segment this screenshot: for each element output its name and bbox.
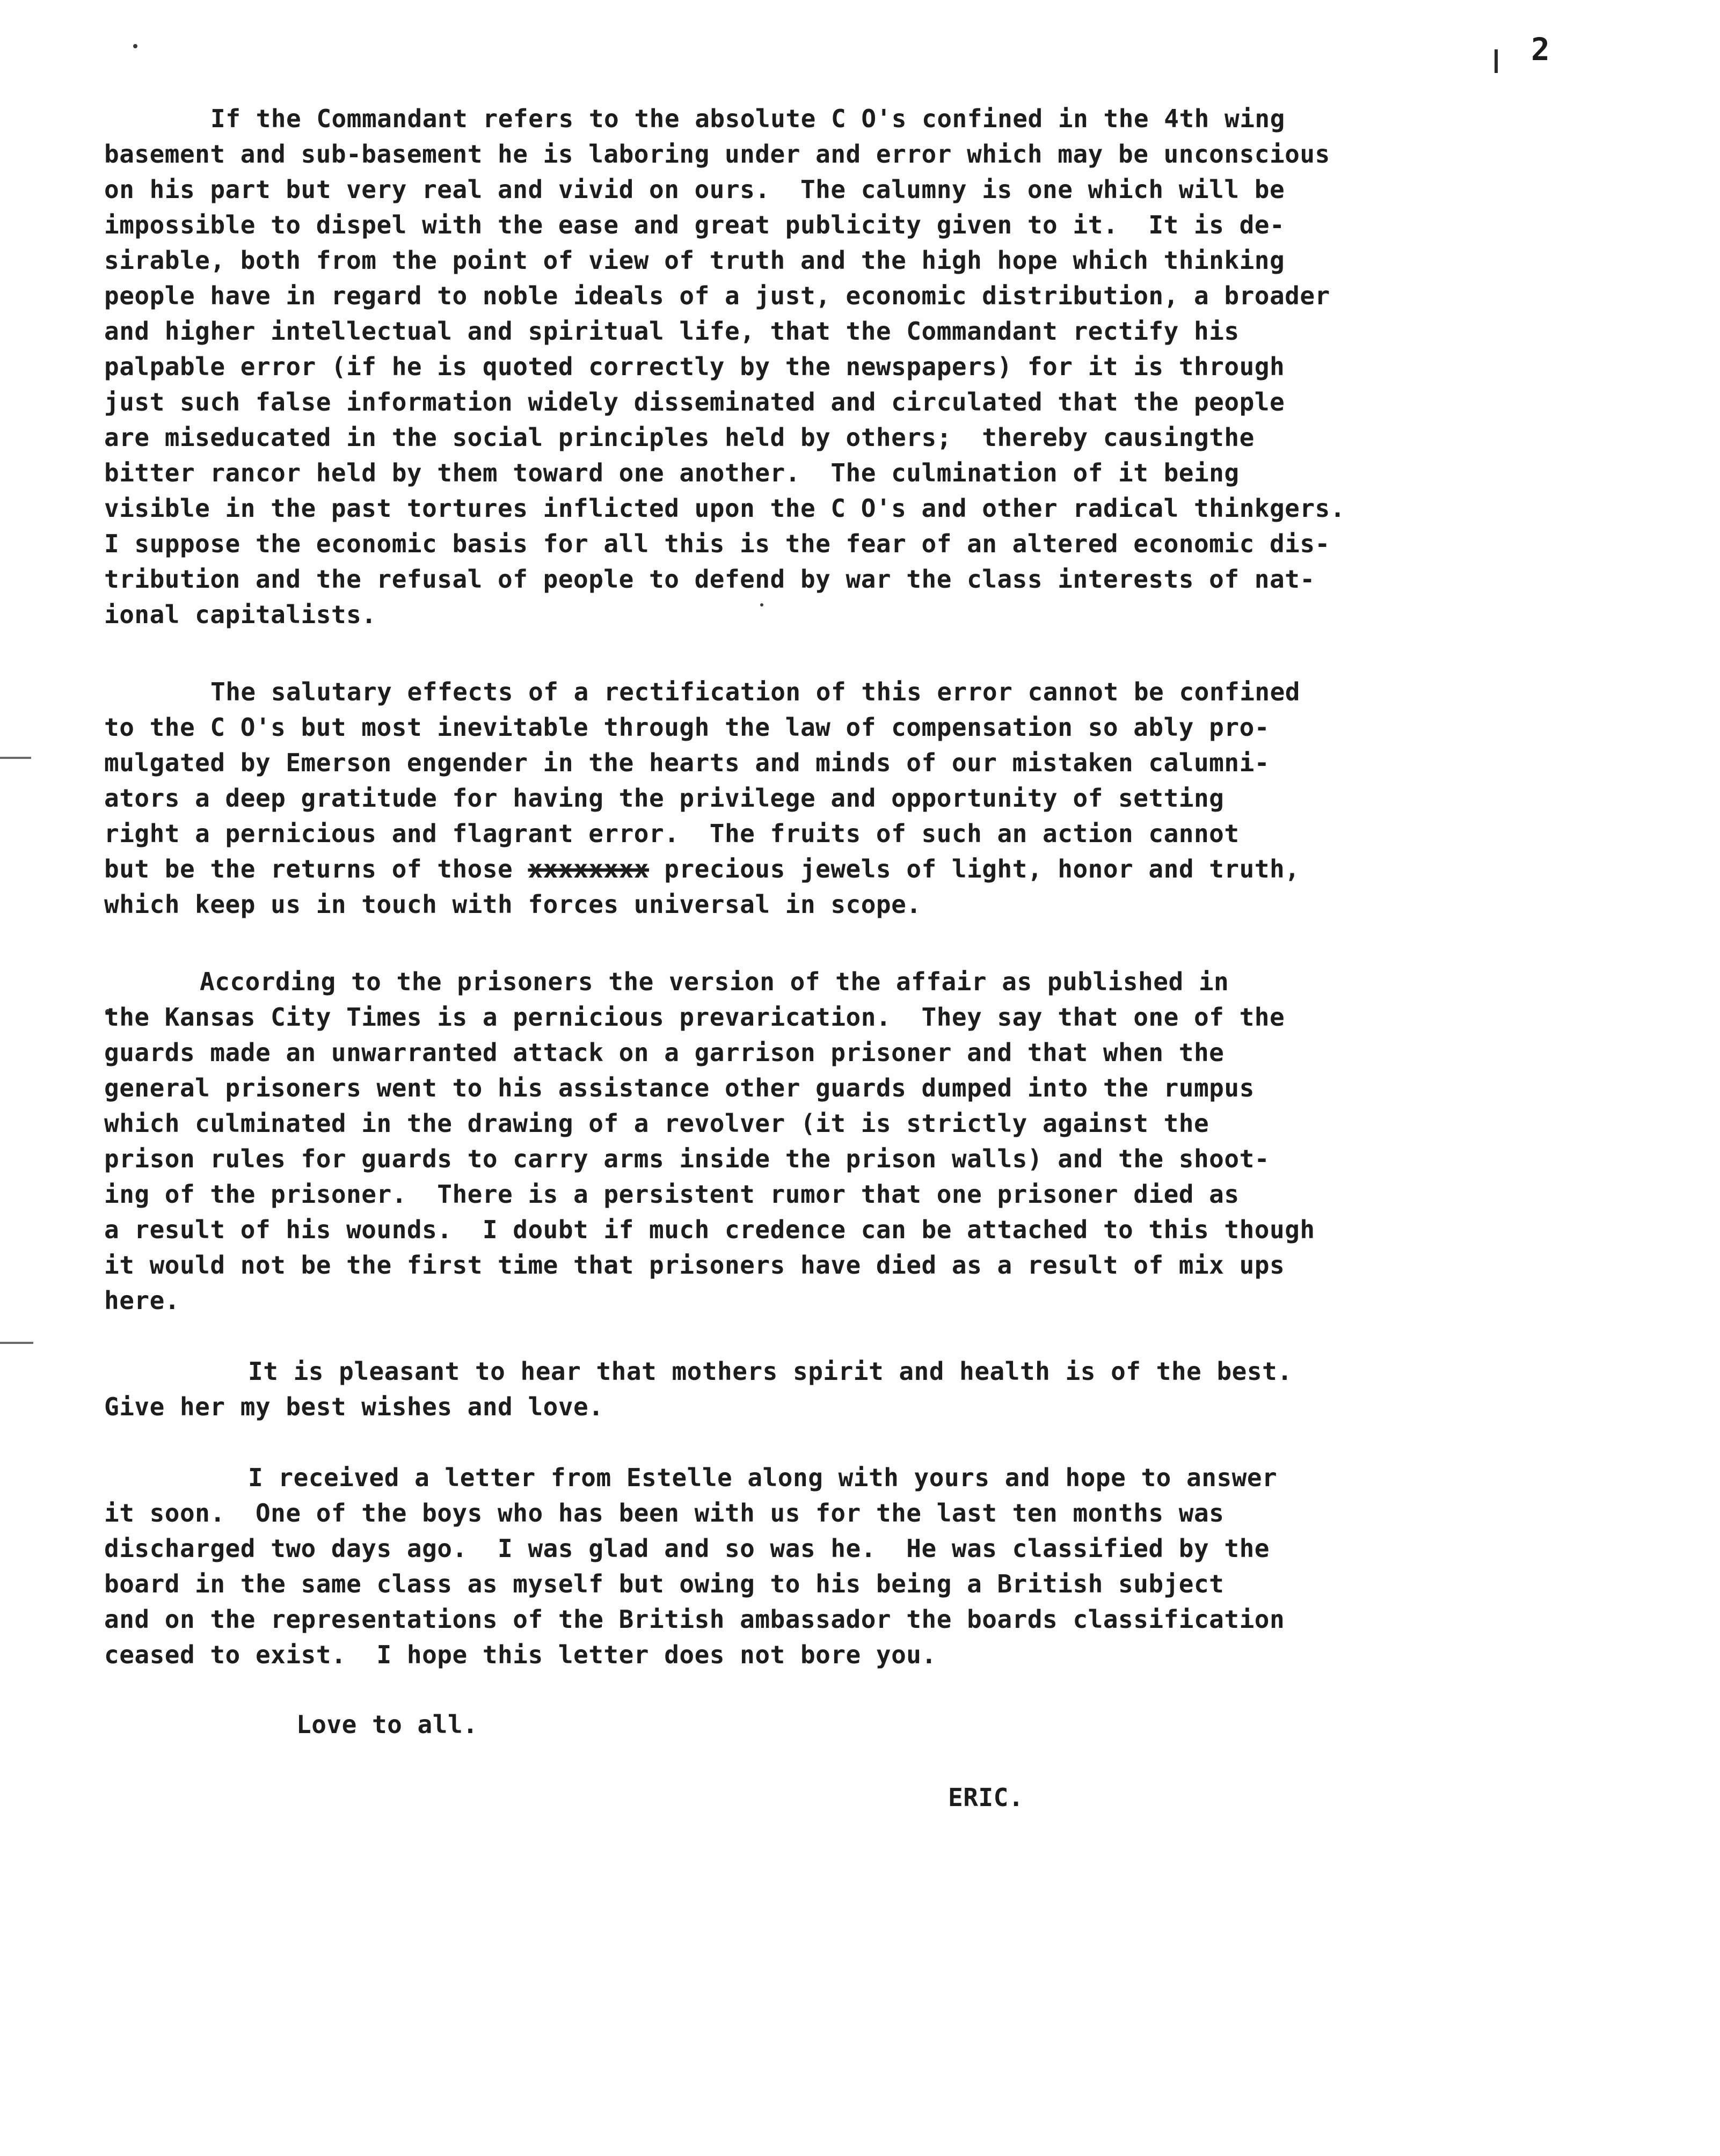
text-line: just such false information widely disseminated and circulated that the people [104, 388, 1285, 416]
text-line: it would not be the first time that prisoners have died as a result of mix ups [104, 1251, 1285, 1280]
text-line: guards made an unwarranted attack on a garrison prisoner and that when the [104, 1038, 1225, 1067]
text-line: It is pleasant to hear that mothers spirit and health is of the best. [248, 1357, 1293, 1386]
text-line: to the C O's but most inevitable through the law of compensation so ably pro- [104, 713, 1270, 742]
text-line: sirable, both from the point of view of truth and the high hope which thinking [104, 246, 1285, 275]
closing-line: Love to all. [296, 1710, 478, 1739]
text-line: a result of his wounds. I doubt if much credence can be attached to this though [104, 1215, 1315, 1244]
text-line: Give her my best wishes and love. [104, 1392, 604, 1421]
text-line: ceased to exist. I hope this letter does not bore you. [104, 1640, 937, 1669]
signature: ERIC. [948, 1783, 1024, 1812]
text-line: on his part but very real and vivid on ours. The calumny is one which will be [104, 175, 1285, 204]
text-line: and higher intellectual and spiritual life, that the Commandant rectify his [104, 317, 1240, 346]
text-line: ional capitalists. [104, 600, 377, 629]
scan-speck [133, 44, 137, 48]
text-line-with-strikeout [104, 851, 1300, 887]
scan-edge-mark [0, 757, 31, 759]
scan-edge-mark [0, 1342, 33, 1344]
text-line: are miseducated in the social principles held by others; thereby causingthe [104, 423, 1255, 452]
text-line: right a pernicious and flagrant error. The fruits of such an action cannot [104, 819, 1240, 848]
text-line: palpable error (if he is quoted correctly by the newspapers) for it is through [104, 352, 1285, 381]
text-line: visible in the past tortures inflicted upon the C O's and other radical thinkgers. [104, 494, 1345, 523]
text-line: ing of the prisoner. There is a persistent rumor that one prisoner died as [104, 1180, 1240, 1209]
text-line: the Kansas City Times is a pernicious prevarication. They say that one of the [104, 1003, 1285, 1032]
text-line: tribution and the refusal of people to defend by war the class interests of nat- [104, 565, 1315, 594]
margin-mark [1495, 49, 1498, 73]
text-line: which keep us in touch with forces universal in scope. [104, 890, 922, 919]
text-line: board in the same class as myself but owing to his being a British subject [104, 1569, 1225, 1598]
text-line: According to the prisoners the version of the affair as published in [200, 967, 1229, 996]
text-segment: precious jewels of light, honor and truth, [649, 854, 1300, 883]
text-line: basement and sub-basement he is laboring under and error which may be unconscious [104, 140, 1330, 169]
struck-out-word: xxxxxxxx [528, 854, 650, 883]
text-line: I suppose the economic basis for all this is the fear of an altered economic dis- [104, 529, 1330, 558]
text-line: general prisoners went to his assistance other guards dumped into the rumpus [104, 1073, 1255, 1102]
text-line: prison rules for guards to carry arms inside the prison walls) and the shoot- [104, 1144, 1270, 1173]
text-line: people have in regard to noble ideals of a just, economic distribution, a broader [104, 281, 1330, 310]
text-line: I received a letter from Estelle along with yours and hope to answer [248, 1463, 1278, 1492]
text-segment: but be the returns of those [104, 854, 528, 883]
page-number: 2 [1531, 31, 1550, 68]
text-line: which culminated in the drawing of a revolver (it is strictly against the [104, 1109, 1209, 1138]
text-line: and on the representations of the British ambassador the boards classification [104, 1605, 1285, 1634]
text-line: If the Commandant refers to the absolute C O's confined in the 4th wing [210, 104, 1285, 133]
text-line: The salutary effects of a rectification of this error cannot be confined [210, 677, 1300, 706]
text-line: here. [104, 1286, 180, 1315]
text-line: mulgated by Emerson engender in the hearts and minds of our mistaken calumni- [104, 748, 1270, 777]
text-line: ators a deep gratitude for having the privilege and opportunity of setting [104, 784, 1225, 813]
text-line: it soon. One of the boys who has been with us for the last ten months was [104, 1499, 1225, 1528]
text-line: discharged two days ago. I was glad and so was he. He was classified by the [104, 1534, 1270, 1563]
text-line: impossible to dispel with the ease and great publicity given to it. It is de- [104, 210, 1285, 239]
scan-speck [760, 603, 763, 606]
text-line: bitter rancor held by them toward one another. The culmination of it being [104, 458, 1240, 487]
